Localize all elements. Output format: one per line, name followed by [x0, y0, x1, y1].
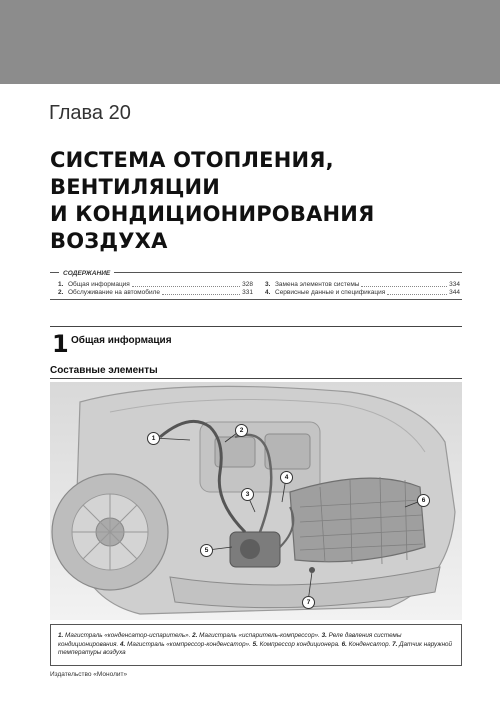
- toc-item[interactable]: [265, 289, 460, 297]
- caption-text: Магистраль «конденсатор-испаритель».: [63, 632, 193, 639]
- toc-item-page: 334: [449, 281, 460, 288]
- toc-item[interactable]: [58, 289, 253, 297]
- callout-1: 1: [147, 432, 160, 445]
- toc-item-page: 344: [449, 289, 460, 296]
- toc-item[interactable]: [265, 281, 460, 289]
- toc-item-label: Замена элементов системы: [275, 281, 360, 288]
- toc-leader: [162, 289, 240, 295]
- toc-item-label: Общая информация: [68, 281, 130, 288]
- caption-text: Датчик наружной температуры воздуха: [58, 640, 453, 656]
- toc-leader: [387, 289, 447, 295]
- callout-6: 6: [417, 494, 430, 507]
- subsection-divider: [50, 378, 462, 379]
- caption-number: 3.: [321, 632, 327, 639]
- figure-caption: [50, 624, 462, 666]
- toc-item-number: 1.: [58, 281, 64, 288]
- table-of-contents: [50, 272, 462, 300]
- callout-3: 3: [241, 488, 254, 501]
- title-line: СИСТЕМА ОТОПЛЕНИЯ,: [50, 148, 334, 172]
- publisher-footer: Издательство «Монолит»: [50, 671, 128, 678]
- caption-text: Магистраль «компрессор-конденсатор».: [125, 640, 253, 648]
- callout-2: 2: [235, 424, 248, 437]
- toc-item-number: 3.: [265, 281, 271, 288]
- toc-item-page: 331: [242, 289, 253, 296]
- caption-number: 7.: [392, 640, 398, 648]
- toc-item-number: 2.: [58, 289, 64, 296]
- callout-4: 4: [280, 471, 293, 484]
- toc-item-page: 328: [242, 281, 253, 288]
- title-line: И КОНДИЦИОНИРОВАНИЯ: [50, 202, 375, 226]
- chapter-title: [50, 147, 470, 255]
- toc-leader: [361, 281, 447, 287]
- callout-7: 7: [302, 596, 315, 609]
- section-divider: [50, 326, 462, 327]
- section-number: 1: [52, 330, 69, 358]
- title-line: ВЕНТИЛЯЦИИ: [50, 175, 221, 199]
- toc-item[interactable]: [58, 281, 253, 289]
- engine-bay-illustration: [50, 382, 462, 620]
- caption-number: 2.: [192, 632, 198, 639]
- caption-text: Магистраль «испаритель-компрессор».: [197, 632, 322, 639]
- toc-item-label: Обслуживание на автомобиле: [68, 289, 160, 296]
- caption-number: 1.: [58, 632, 64, 639]
- caption-text: Конденсатор.: [346, 640, 393, 648]
- toc-leader: [132, 281, 240, 287]
- toc-column-right: [265, 281, 460, 297]
- caption-text: Реле давления системы кондиционирования.: [58, 632, 402, 648]
- toc-item-number: 4.: [265, 289, 271, 296]
- callout-5: 5: [200, 544, 213, 557]
- toc-item-label: Сервисные данные и спецификация: [275, 289, 386, 296]
- title-line: ВОЗДУХА: [50, 229, 168, 253]
- caption-number: 4.: [119, 640, 126, 648]
- chapter-label: Глава 20: [49, 102, 131, 124]
- temp-sensor-mark: [309, 567, 315, 573]
- toc-column-left: [58, 281, 253, 297]
- caption-text: Компрессор кондиционера.: [257, 640, 342, 648]
- caption-number: 5.: [252, 640, 258, 648]
- section-title: Общая информация: [71, 335, 172, 346]
- header-band: [0, 0, 500, 84]
- caption-number: 6.: [341, 640, 347, 648]
- toc-heading: СОДЕРЖАНИЕ: [59, 270, 114, 277]
- subsection-title: Составные элементы: [50, 365, 158, 376]
- car-front-drawing: [50, 382, 462, 620]
